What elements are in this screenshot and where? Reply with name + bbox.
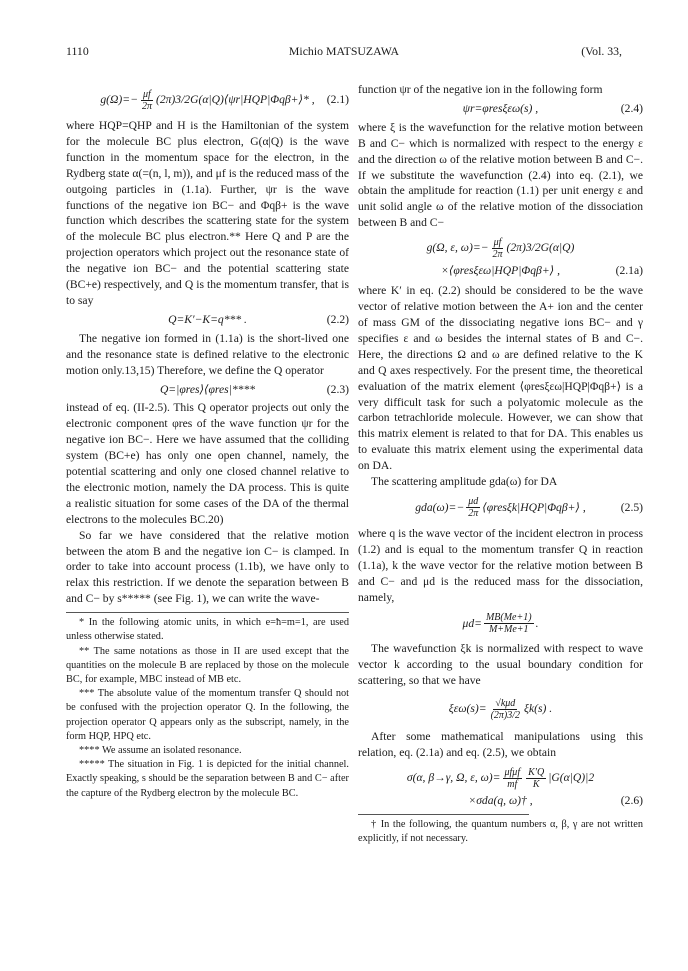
equation-number: (2.2) — [326, 312, 349, 326]
equation-row — [358, 234, 643, 262]
left-column — [66, 82, 349, 801]
footnote: **** We assume an isolated resonance. — [79, 745, 242, 757]
fraction-denominator: mf — [507, 778, 518, 790]
equation-continuation: ×σda(q, ω)† , — [468, 794, 533, 808]
paragraph: where ξ is the wavefunction for the relative motion between B and C− which is normalized with respect to the energy ε and the direction ω of the relative motion between B and C−. If we substitute the wavefunction (2.4) into eq. (2.1), we obtain the amplitude for reaction (1.1) per unit energy ε and unit solid angle ω of the relative motion of the dissociation between B and C− — [358, 120, 643, 230]
equation-number: (2.1a) — [615, 264, 643, 278]
equation-normalization — [358, 692, 643, 726]
fraction-numerator: μd — [468, 496, 479, 508]
fraction-denominator: 2π — [141, 100, 152, 112]
fraction-numerator: √kμd — [495, 697, 516, 709]
equation-rhs: |G(α|Q)|2 — [548, 771, 595, 785]
equation-lhs: ξεω(s)= — [448, 702, 487, 716]
footnote: * In the following atomic units, in which e=ħ=m=1, are used unless otherwise stated. — [66, 617, 349, 643]
equation-row — [358, 262, 643, 280]
equation-number: (2.6) — [620, 794, 643, 808]
paragraph: The scattering amplitude gda(ω) for DA — [371, 475, 558, 489]
running-author: Michio MATSUZAWA — [288, 44, 400, 58]
footnote-divider — [66, 612, 349, 613]
equation-rhs: (2π)3/2G(α|Q)⟨ψr|HQP|Φqβ+⟩* , — [155, 93, 315, 107]
fraction-denominator: 2π — [492, 248, 503, 260]
equation-2-1a — [358, 234, 643, 280]
equation-rhs: (2π)3/2G(α|Q) — [506, 241, 575, 255]
paragraph: function ψr of the negative ion in the following form — [358, 83, 603, 96]
volume-label: (Vol. 33, — [581, 44, 622, 58]
equation-2-3 — [66, 382, 349, 398]
fraction-numerator: K′Q — [528, 766, 545, 778]
equation-fraction — [526, 767, 546, 790]
page-number: 1110 — [66, 44, 89, 58]
equation-body: Q=|φres⟩⟨φres|**** — [159, 382, 256, 396]
paragraph: So far we have considered that the relative motion between the atom B and the negative ion C− is clamped. In order to take into account process (1.1b), we have only to relax this restriction. If we denote the separation between B and C− by s***** (see Fig. 1), we can write the wave- — [66, 528, 349, 606]
paragraph: where K′ in eq. (2.2) should be considered to be the wave vector of relative motion between the A+ ion and the center of mass GM of the dissociating negative ions BC− and γ specifies ε and ω besides the internal states of B and C−. Here, the directions Ω and ω are defined relative to the K and Q axes respectively. For the present time, the theoretical evaluation of the matrix element ⟨φresξεω|HQP|Φqβ+⟩ is a very difficult task for such a polyatomic molecule as the carbon tetrachloride molecule. However, we can show that this matrix element is related to that for DA. This enables us to evaluate this matrix element using the experimental data on DA. — [358, 284, 643, 473]
equation-lhs: g(Ω)=− — [100, 93, 138, 107]
paragraph: After some mathematical manipulations using this relation, eq. (2.1a) and eq. (2.5), we obtain — [358, 730, 643, 760]
equation-lhs: μd= — [462, 616, 482, 630]
equation-fraction — [484, 612, 534, 635]
footnote: ***** The situation in Fig. 1 is depicted for the initial channel. Exactly speaking, s should be the separation between B and C− after the capture of the Rydberg electron by the molecule BC. — [66, 759, 349, 799]
equation-body: Q=K′−K=q*** . — [168, 312, 247, 326]
equation-2-6 — [358, 764, 643, 810]
equation-continuation: ×⟨φresξεω|HQP|Φqβ+⟩ , — [441, 264, 560, 278]
footnote: † In the following, the quantum numbers α, β, γ are not written explicitly, if not necessary. — [358, 819, 643, 845]
fraction-numerator: μf — [493, 236, 502, 248]
equation-2-4 — [358, 101, 643, 117]
paragraph: The wavefunction ξk is normalized with respect to wave vector k according to the usual boundary condition for scattering, so that we have — [358, 642, 643, 688]
equation-lhs: σ(α, β→γ, Ω, ε, ω)= — [406, 771, 501, 785]
equation-fraction — [140, 89, 154, 112]
equation-rhs: ξk(s) . — [524, 702, 553, 716]
equation-lhs: g(Ω, ε, ω)=− — [426, 241, 489, 255]
fraction-numerator: μf — [143, 88, 151, 100]
equation-rhs: . — [535, 616, 539, 630]
footnote: *** The absolute value of the momentum transfer Q should not be confused with the projection operator Q. In the following, the projection operator Q appears only as the subscript, namely, in the form HQP, HPQ etc. — [66, 688, 349, 742]
equation-number: (2.4) — [620, 101, 643, 115]
equation-lhs: gda(ω)=− — [415, 500, 465, 514]
equation-fraction — [503, 767, 523, 790]
paragraph: where HQP=QHP and H is the Hamiltonian of the system for the molecule BC plus electron, G(α|Q) is the wave function in the momentum space for the electron, in the Rydberg state α(=(n, l, m)), and μf is the reduced mass of the outgoing particles in (1.1a). Further, ψr is the wave functions of the negative ion BC− and Φqβ+ is the wave function which describes the scattering state for the system of the molecule BC plus electron.** Here Q and P are the projection operators which project out the resonance state of the negative ion BC− and the potential scattering state (BC+e) respectively, and Q is the momentum transfer, that is to say — [66, 119, 349, 307]
paragraph: where q is the wave vector of the incident electron in process (1.2) and is equal to the momentum transfer Q in reaction (1.1a), k the wave vector for the relative motion between B and C− and μd is the reduced mass for the dissociation, namely, — [358, 526, 643, 604]
paragraph: The negative ion formed in (1.1a) is the short-lived one and the resonance state is defined relative to the electronic motion only.13,15) Therefore, we define the Q operator — [66, 331, 349, 377]
footnote: ** The same notations as those in II are used except that the quantities on the molecule B are replaced by those on the molecule BC, for example, MBC instead of MB etc. — [66, 645, 349, 685]
equation-row — [358, 792, 643, 810]
footnote-divider — [358, 814, 529, 815]
equation-2-2 — [66, 312, 349, 328]
fraction-denominator: M+Me+1 — [488, 623, 529, 635]
equation-number: (2.5) — [620, 500, 643, 514]
right-column — [358, 82, 643, 846]
fraction-denominator: (2π)3/2 — [490, 709, 521, 721]
equation-fraction — [489, 698, 522, 721]
equation-body: ψr=φresξεω(s) , — [462, 101, 539, 115]
fraction-denominator: 2π — [468, 508, 479, 520]
fraction-numerator: MB(Me+1) — [485, 611, 532, 623]
equation-fraction — [466, 496, 480, 519]
fraction-numerator: μfμf — [504, 766, 521, 778]
page-header — [66, 44, 622, 60]
equation-2-1 — [66, 85, 349, 115]
equation-row — [358, 764, 643, 792]
equation-number: (2.3) — [326, 382, 349, 396]
equation-rhs: ⟨φresξk|HQP|Φqβ+⟩ , — [482, 500, 586, 514]
equation-fraction — [491, 237, 505, 260]
equation-number: (2.1) — [326, 93, 349, 107]
fraction-denominator: K — [532, 778, 540, 790]
equation-2-5 — [358, 493, 643, 523]
paragraph: instead of eq. (II-2.5). This Q operator projects out only the electronic component φres of the wave function ψr for the negative ion BC−. Here we have assumed that the colliding system (BC+e) has only one open channel, namely, the potential scattering and only one closed channel relative to the electronic motion, namely the DA process. This is quite a realistic situation for some cases of the DA of the thermal electrons to the molecules BC.20) — [66, 401, 349, 526]
equation-reduced-mass — [358, 608, 643, 638]
